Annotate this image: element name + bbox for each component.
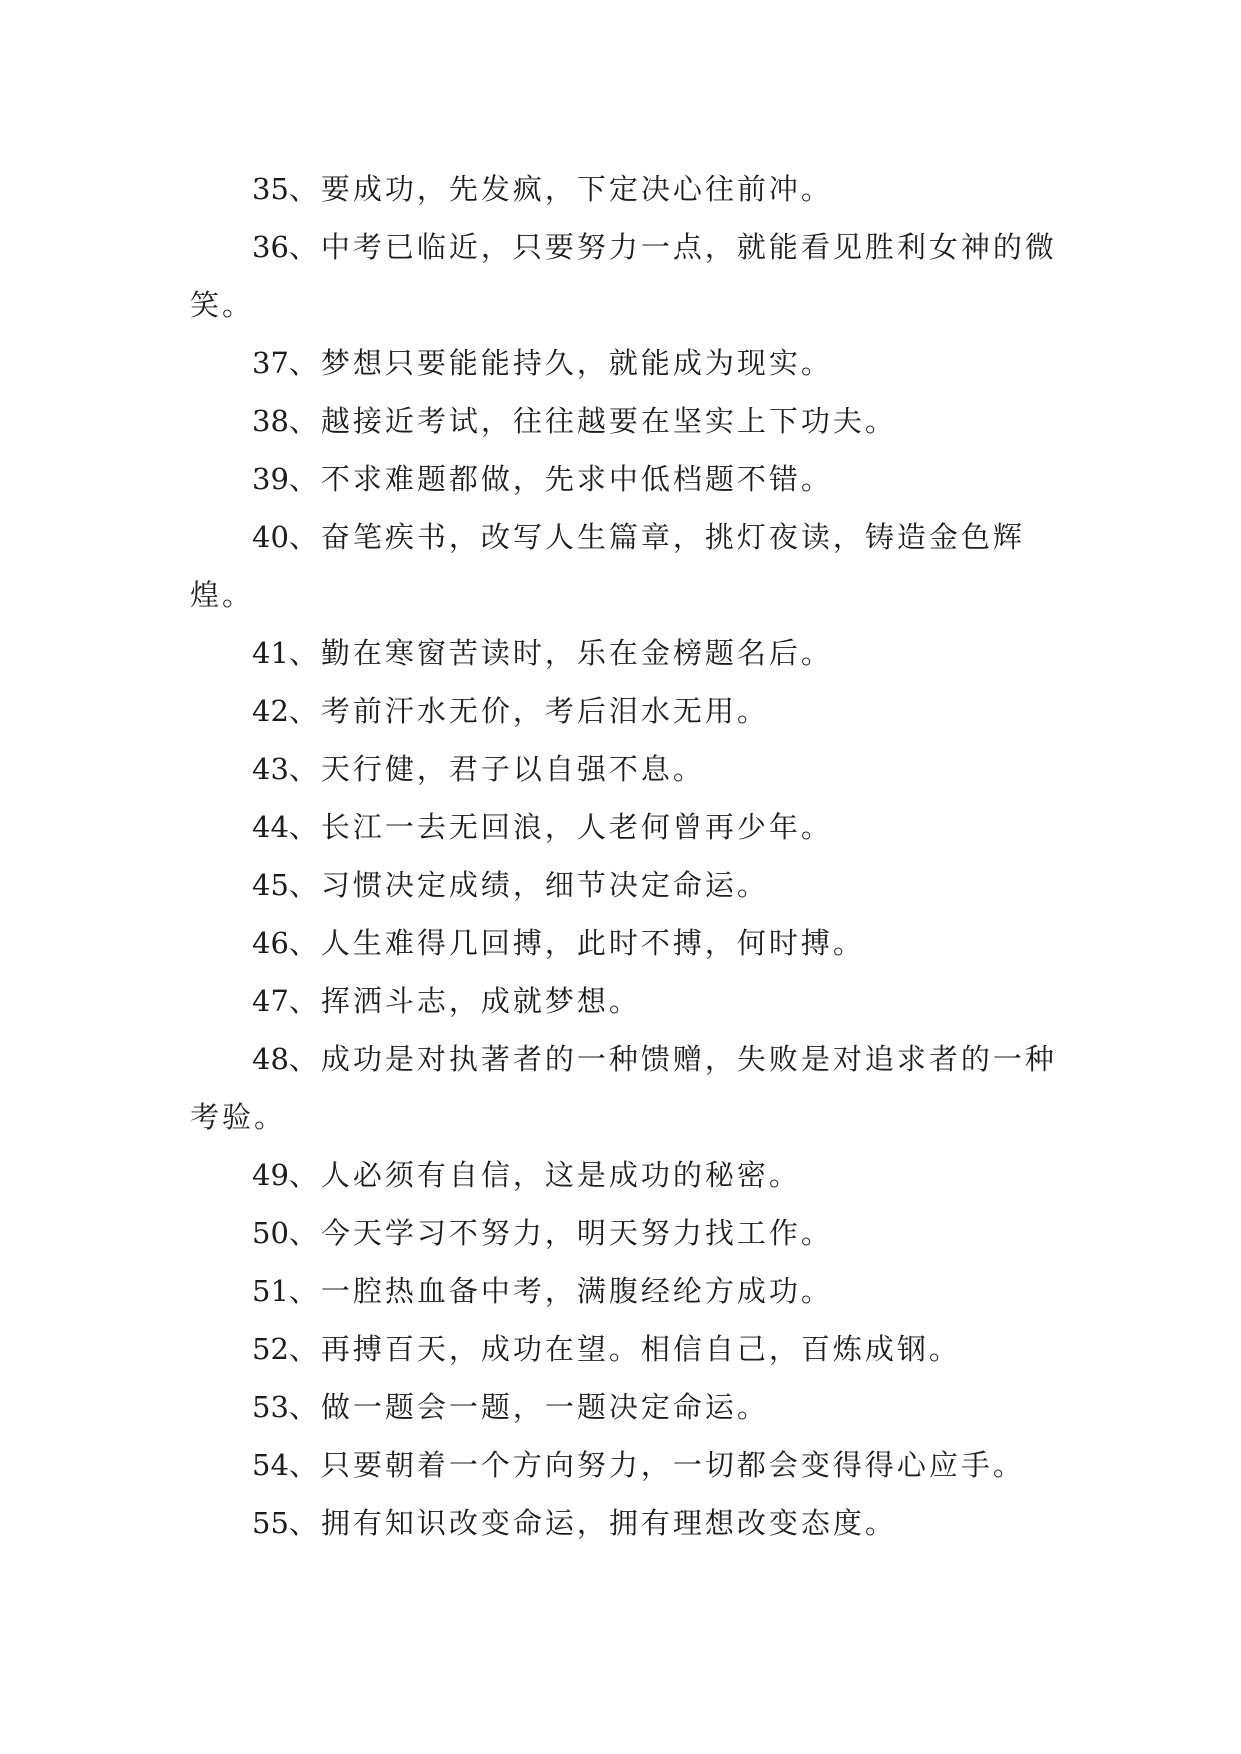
item-number: 48 (252, 1042, 289, 1076)
item-number: 40 (252, 520, 289, 554)
list-item (190, 798, 1060, 856)
document-body (190, 160, 1060, 1552)
list-item (190, 682, 1060, 740)
list-item (190, 1262, 1060, 1320)
list-item (190, 450, 1060, 508)
list-item (190, 508, 1060, 624)
list-item (190, 1030, 1060, 1146)
item-text: 、拥有知识改变命运，拥有理想改变态度。 (288, 1506, 897, 1540)
item-text: 、中考已临近，只要努力一点，就能看见胜利女神的微笑。 (190, 230, 1057, 322)
item-text: 、成功是对执著者的一种馈赠，失败是对追求者的一种考验。 (190, 1042, 1057, 1134)
item-text: 、再搏百天，成功在望。相信自己，百炼成钢。 (288, 1332, 961, 1366)
item-text: 、只要朝着一个方向努力，一切都会变得得心应手。 (288, 1448, 1025, 1482)
item-number: 55 (252, 1506, 289, 1540)
item-text: 、做一题会一题，一题决定命运。 (288, 1390, 769, 1424)
item-number: 54 (252, 1448, 289, 1482)
item-text: 、勤在寒窗苦读时，乐在金榜题名后。 (288, 636, 833, 670)
item-text: 、人生难得几回搏，此时不搏，何时搏。 (288, 926, 865, 960)
item-number: 38 (252, 404, 289, 438)
item-number: 35 (252, 172, 289, 206)
list-item (190, 624, 1060, 682)
item-number: 46 (252, 926, 289, 960)
item-text: 、挥洒斗志，成就梦想。 (288, 984, 641, 1018)
item-number: 37 (252, 346, 289, 380)
item-number: 43 (252, 752, 289, 786)
item-number: 47 (252, 984, 289, 1018)
list-item (190, 1436, 1060, 1494)
list-item (190, 218, 1060, 334)
list-item (190, 1204, 1060, 1262)
item-number: 39 (252, 462, 289, 496)
item-number: 52 (252, 1332, 289, 1366)
list-item (190, 334, 1060, 392)
item-text: 、一腔热血备中考，满腹经纶方成功。 (288, 1274, 833, 1308)
list-item (190, 914, 1060, 972)
list-item (190, 1320, 1060, 1378)
item-text: 、奋笔疾书，改写人生篇章，挑灯夜读，铸造金色辉煌。 (190, 520, 1025, 612)
list-item (190, 160, 1060, 218)
list-item (190, 1146, 1060, 1204)
item-number: 51 (252, 1274, 289, 1308)
list-item (190, 392, 1060, 450)
item-number: 36 (252, 230, 289, 264)
item-text: 、梦想只要能能持久，就能成为现实。 (288, 346, 833, 380)
item-text: 、天行健，君子以自强不息。 (288, 752, 705, 786)
item-text: 、人必须有自信，这是成功的秘密。 (288, 1158, 801, 1192)
item-text: 、不求难题都做，先求中低档题不错。 (288, 462, 833, 496)
item-text: 、考前汗水无价，考后泪水无用。 (288, 694, 769, 728)
item-text: 、今天学习不努力，明天努力找工作。 (288, 1216, 833, 1250)
item-text: 、长江一去无回浪，人老何曾再少年。 (288, 810, 833, 844)
list-item (190, 1378, 1060, 1436)
item-number: 53 (252, 1390, 289, 1424)
item-number: 45 (252, 868, 289, 902)
list-item (190, 856, 1060, 914)
list-item (190, 740, 1060, 798)
list-item (190, 972, 1060, 1030)
list-item (190, 1494, 1060, 1552)
item-number: 49 (252, 1158, 289, 1192)
item-number: 42 (252, 694, 289, 728)
item-text: 、习惯决定成绩，细节决定命运。 (288, 868, 769, 902)
item-text: 、越接近考试，往往越要在坚实上下功夫。 (288, 404, 897, 438)
item-number: 41 (252, 636, 289, 670)
item-number: 50 (252, 1216, 289, 1250)
item-text: 、要成功，先发疯，下定决心往前冲。 (288, 172, 833, 206)
item-number: 44 (252, 810, 289, 844)
